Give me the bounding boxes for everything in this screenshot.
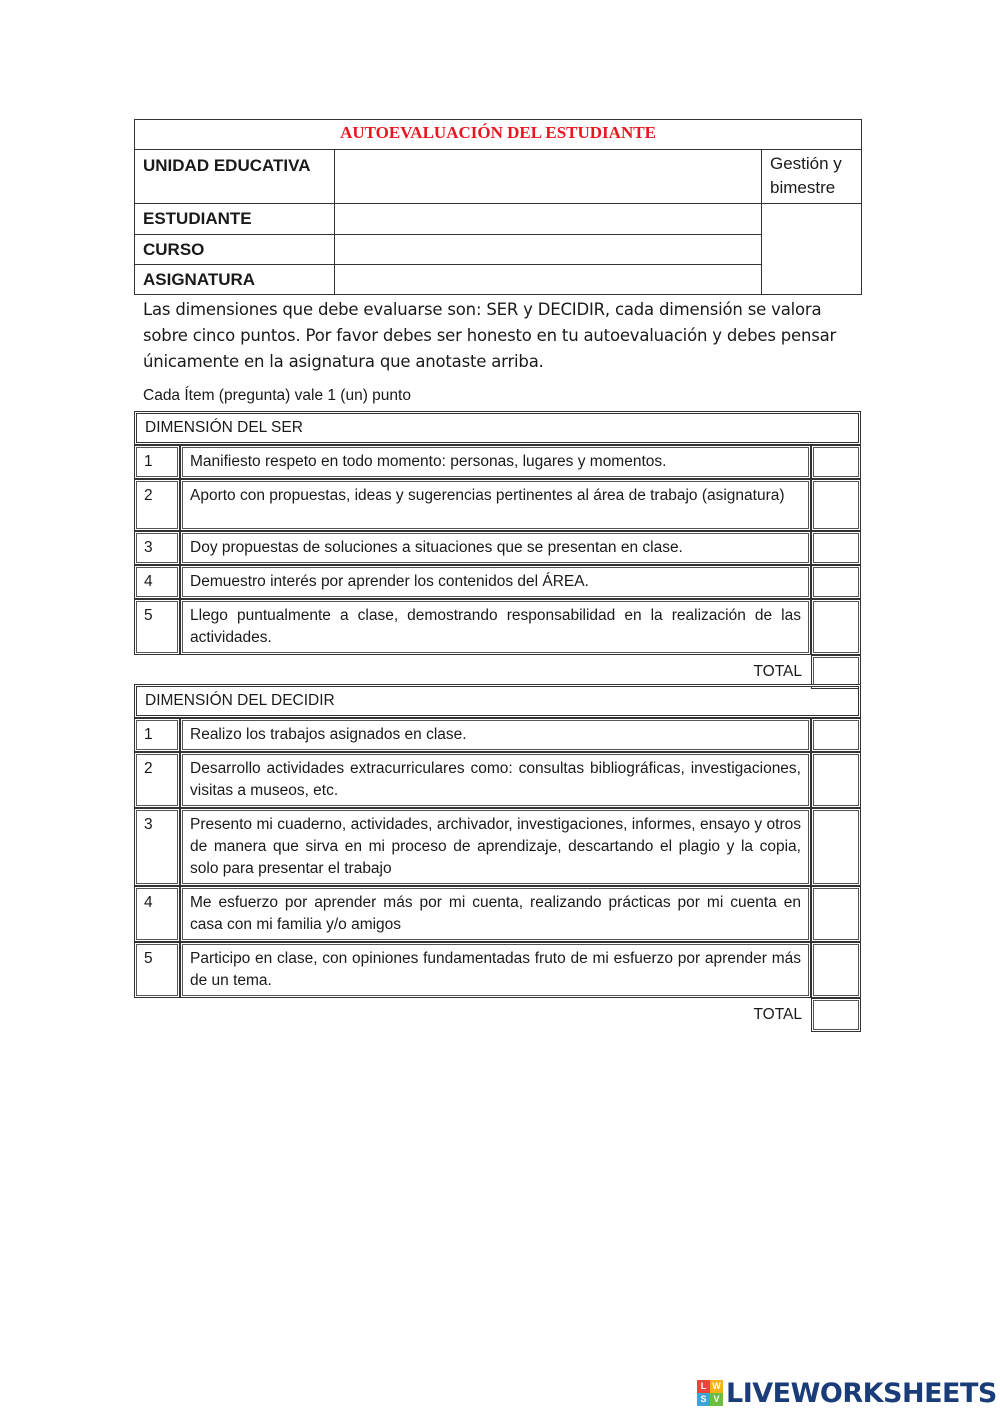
asignatura-field[interactable]: [335, 265, 762, 295]
total-input[interactable]: [811, 998, 861, 1032]
item-text: Me esfuerzo por aprender más por mi cuenta, realizando prácticas por mi cuenta en casa con mi familia y/o amigos: [180, 886, 811, 942]
score-input[interactable]: [811, 808, 861, 886]
table-row: [134, 718, 861, 752]
item-number: 2: [134, 752, 180, 808]
item-text: Presento mi cuaderno, actividades, archivador, investigaciones, informes, ensayo y otros de manera que sirva en mi proceso de aprendizaje, descartando el plagio y la copia, solo para presentar el trabajo: [180, 808, 811, 886]
item-number: 4: [134, 886, 180, 942]
item-number: 2: [134, 479, 180, 531]
dimension-ser-table: [134, 411, 861, 689]
label-gestion-bimestre: Gestión y bimestre: [762, 150, 862, 204]
liveworksheets-brand: [697, 1375, 997, 1411]
label-curso: CURSO: [135, 235, 335, 265]
brand-text: LIVEWORKSHEETS: [726, 1377, 997, 1409]
score-input[interactable]: [811, 599, 861, 655]
table-row: [134, 531, 861, 565]
estudiante-field[interactable]: [335, 204, 762, 235]
dimension-decidir-table: [134, 684, 861, 1032]
table-row: [134, 808, 861, 886]
label-unidad-educativa: UNIDAD EDUCATIVA: [135, 150, 335, 204]
item-number: 1: [134, 718, 180, 752]
table-row: [134, 479, 861, 531]
item-text: Realizo los trabajos asignados en clase.: [180, 718, 811, 752]
item-text: Desarrollo actividades extracurriculares como: consultas bibliográficas, investigaciones, visitas a museos, etc.: [180, 752, 811, 808]
score-input[interactable]: [811, 886, 861, 942]
score-input[interactable]: [811, 479, 861, 531]
item-number: 4: [134, 565, 180, 599]
item-text: Manifiesto respeto en todo momento: personas, lugares y momentos.: [180, 445, 811, 479]
item-text: Participo en clase, con opiniones fundamentadas fruto de mi esfuerzo por aprender más de un tema.: [180, 942, 811, 998]
curso-field[interactable]: [335, 235, 762, 265]
dimension-decidir-title: DIMENSIÓN DEL DECIDIR: [134, 684, 861, 718]
label-estudiante: ESTUDIANTE: [135, 204, 335, 235]
table-row: [134, 886, 861, 942]
score-input[interactable]: [811, 531, 861, 565]
total-row: [134, 998, 861, 1032]
score-input[interactable]: [811, 565, 861, 599]
item-text: Demuestro interés por aprender los contenidos del ÁREA.: [180, 565, 811, 599]
table-row: [134, 599, 861, 655]
gestion-bimestre-field[interactable]: [762, 204, 862, 295]
points-note: Cada Ítem (pregunta) vale 1 (un) punto: [143, 387, 411, 404]
score-input[interactable]: [811, 942, 861, 998]
item-number: 5: [134, 599, 180, 655]
dimension-ser-title: DIMENSIÓN DEL SER: [134, 411, 861, 445]
page-title: AUTOEVALUACIÓN DEL ESTUDIANTE: [135, 120, 862, 150]
table-row: [134, 942, 861, 998]
table-row: [134, 445, 861, 479]
score-input[interactable]: [811, 718, 861, 752]
item-text: Aporto con propuestas, ideas y sugerencias pertinentes al área de trabajo (asignatura): [180, 479, 811, 531]
score-input[interactable]: [811, 752, 861, 808]
item-text: Llego puntualmente a clase, demostrando responsabilidad en la realización de las actividades.: [180, 599, 811, 655]
score-input[interactable]: [811, 445, 861, 479]
total-label: TOTAL: [753, 1006, 802, 1023]
header-table: [134, 119, 862, 295]
label-asignatura: ASIGNATURA: [135, 265, 335, 295]
item-text: Doy propuestas de soluciones a situaciones que se presentan en clase.: [180, 531, 811, 565]
item-number: 3: [134, 808, 180, 886]
instructions-text: Las dimensiones que debe evaluarse son: SER y DECIDIR, cada dimensión se valora sobre cinco puntos. Por favor debes ser honesto en tu autoevaluación y debes pensar únicamente en la asignatura que anotaste arriba.: [143, 300, 837, 371]
item-number: 5: [134, 942, 180, 998]
item-number: 1: [134, 445, 180, 479]
liveworksheets-logo-icon: L W S V: [697, 1380, 723, 1406]
total-label: TOTAL: [753, 663, 802, 680]
table-row: [134, 752, 861, 808]
unidad-educativa-field[interactable]: [335, 150, 762, 204]
item-number: 3: [134, 531, 180, 565]
table-row: [134, 565, 861, 599]
